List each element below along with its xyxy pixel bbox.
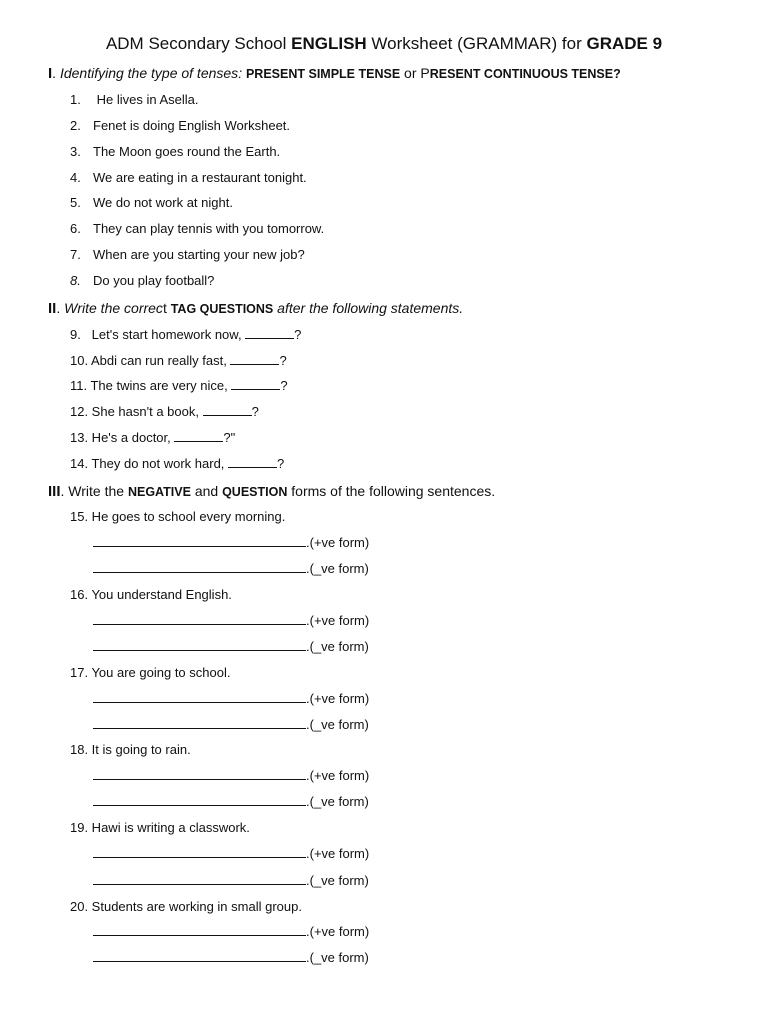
- question-15: 15. He goes to school every morning.: [70, 509, 286, 524]
- positive-answer-line: .(+ve form): [93, 846, 369, 861]
- question-8: 8. Do you play football?: [70, 273, 215, 288]
- answer-blank[interactable]: [174, 431, 223, 442]
- negative-answer-line: .(_ve form): [93, 717, 369, 732]
- answer-blank[interactable]: [93, 847, 306, 858]
- answer-blank[interactable]: [228, 457, 277, 468]
- question-19: 19. Hawi is writing a classwork.: [70, 820, 250, 835]
- section-1-heading: I. Identifying the type of tenses: PRESENT SIMPLE TENSE or PRESENT CONTINUOUS TENSE?: [48, 65, 621, 82]
- worksheet-title: ADM Secondary School ENGLISH Worksheet (GRAMMAR) for GRADE 9: [105, 34, 663, 53]
- positive-answer-line: .(+ve form): [93, 924, 369, 939]
- negative-answer-line: .(_ve form): [93, 873, 369, 888]
- question-5: 5. We do not work at night.: [70, 195, 233, 210]
- answer-blank[interactable]: [231, 379, 280, 390]
- answer-blank[interactable]: [93, 718, 306, 729]
- positive-answer-line: .(+ve form): [93, 691, 369, 706]
- positive-answer-line: .(+ve form): [93, 613, 369, 628]
- answer-blank[interactable]: [93, 692, 306, 703]
- question-13: 13. He's a doctor, ?": [70, 430, 236, 445]
- question-17: 17. You are going to school.: [70, 665, 231, 680]
- answer-blank[interactable]: [93, 795, 306, 806]
- answer-blank[interactable]: [93, 951, 306, 962]
- question-9: 9. Let's start homework now, ?: [70, 327, 302, 342]
- question-20: 20. Students are working in small group.: [70, 899, 302, 914]
- answer-blank[interactable]: [93, 614, 306, 625]
- negative-answer-line: .(_ve form): [93, 639, 369, 654]
- answer-blank[interactable]: [93, 562, 306, 573]
- answer-blank[interactable]: [93, 874, 306, 885]
- question-12: 12. She hasn't a book, ?: [70, 404, 259, 419]
- question-11: 11. The twins are very nice, ?: [70, 378, 288, 393]
- answer-blank[interactable]: [93, 769, 306, 780]
- answer-blank[interactable]: [93, 640, 306, 651]
- answer-blank[interactable]: [93, 536, 306, 547]
- answer-blank[interactable]: [230, 354, 279, 365]
- question-7: 7. When are you starting your new job?: [70, 247, 305, 262]
- question-3: 3. The Moon goes round the Earth.: [70, 144, 281, 159]
- question-1: 1. He lives in Asella.: [70, 92, 199, 107]
- section-2-heading: II. Write the correct TAG QUESTIONS after the following statements.: [48, 300, 464, 317]
- negative-answer-line: .(_ve form): [93, 950, 369, 965]
- positive-answer-line: .(+ve form): [93, 535, 369, 550]
- question-6: 6. They can play tennis with you tomorrow.: [70, 221, 325, 236]
- section-3-heading: III. Write the NEGATIVE and QUESTION forms of the following sentences.: [48, 483, 496, 500]
- question-16: 16. You understand English.: [70, 587, 232, 602]
- question-14: 14. They do not work hard, ?: [70, 456, 285, 471]
- question-10: 10. Abdi can run really fast, ?: [70, 353, 287, 368]
- answer-blank[interactable]: [203, 405, 252, 416]
- positive-answer-line: .(+ve form): [93, 768, 369, 783]
- question-4: 4. We are eating in a restaurant tonight.: [70, 170, 307, 185]
- negative-answer-line: .(_ve form): [93, 561, 369, 576]
- question-2: 2. Fenet is doing English Worksheet.: [70, 118, 291, 133]
- negative-answer-line: .(_ve form): [93, 794, 369, 809]
- question-18: 18. It is going to rain.: [70, 742, 191, 757]
- answer-blank[interactable]: [245, 328, 294, 339]
- answer-blank[interactable]: [93, 925, 306, 936]
